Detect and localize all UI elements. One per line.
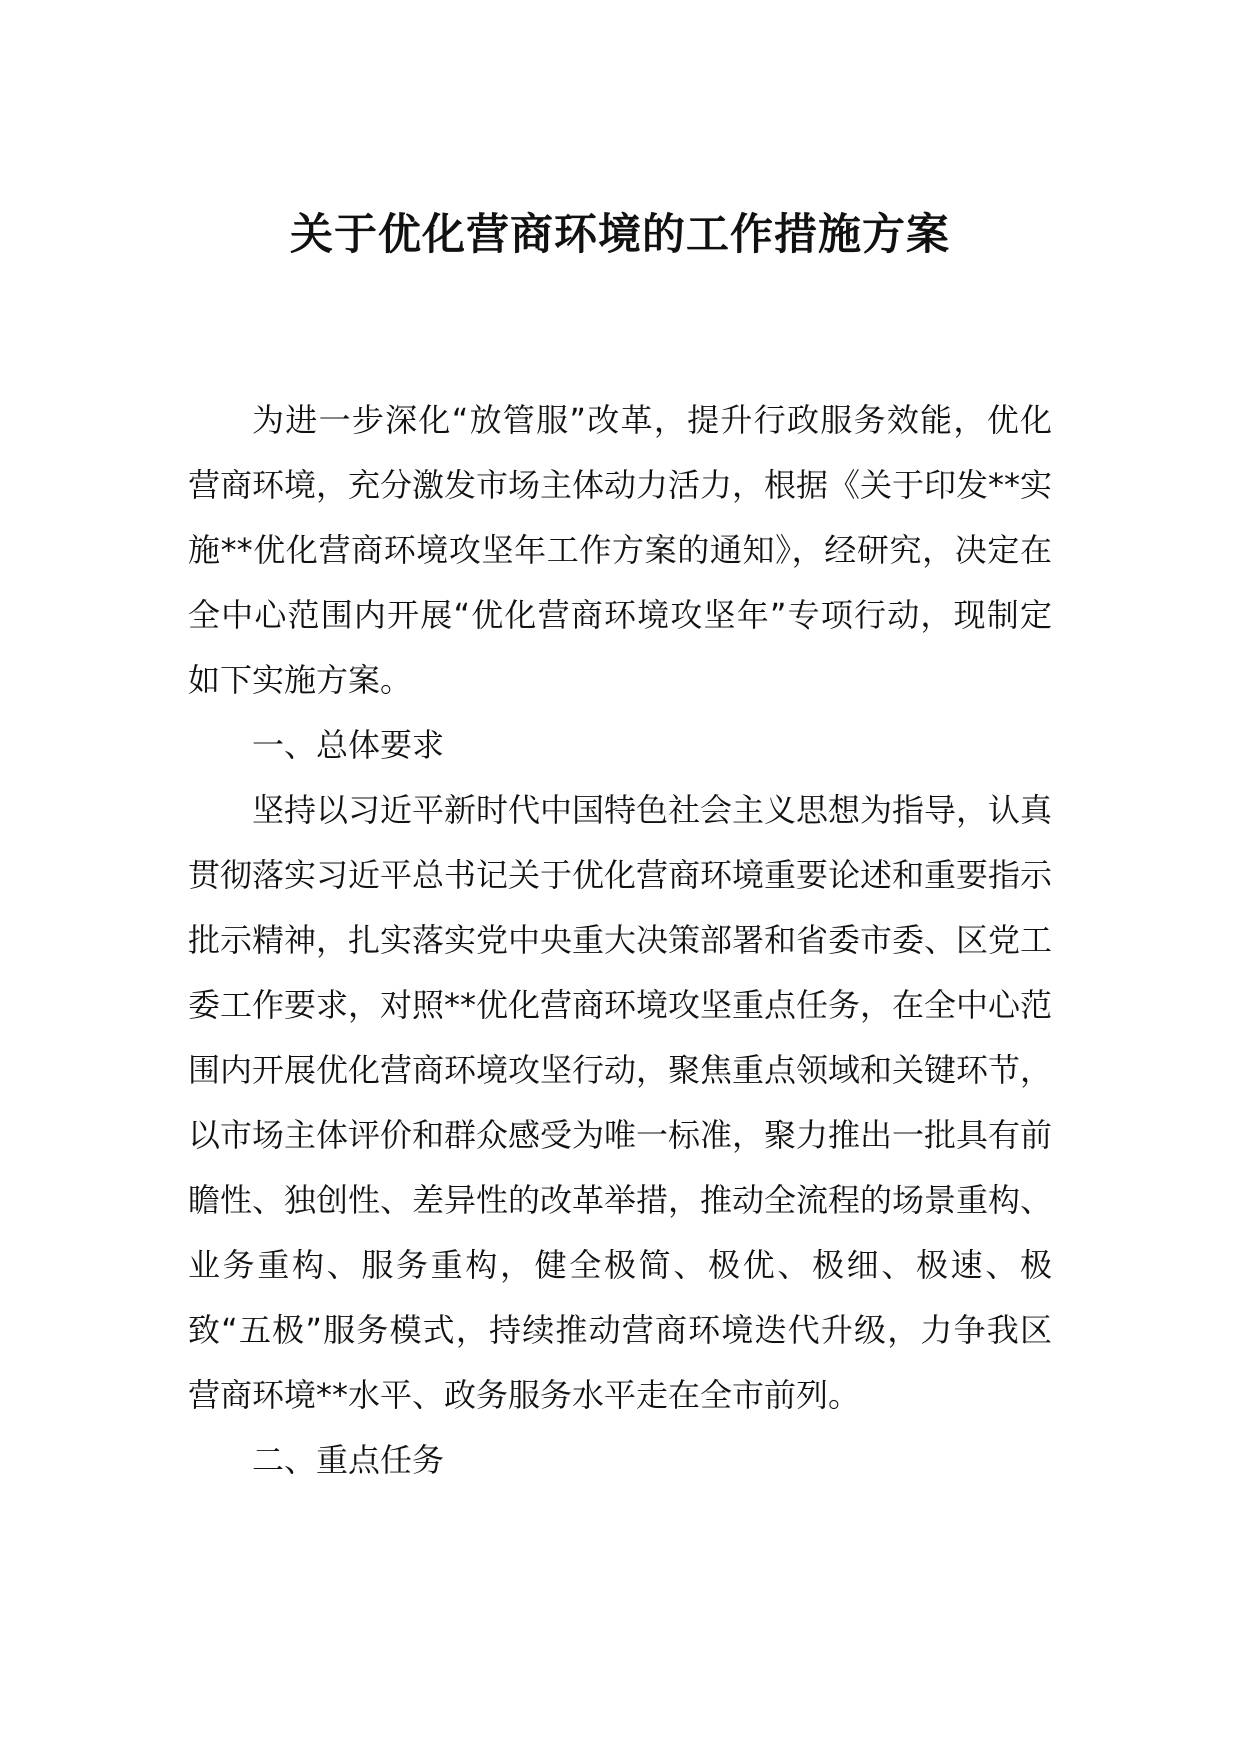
intro-paragraph: 为进一步深化“放管服”改革，提升行政服务效能，优化营商环境，充分激发市场主体动力活力，根据《关于印发**实施**优化营商环境攻坚年工作方案的通知》，经研究，决定在全中心范围内开展“优化营商环境攻坚年”专项行动，现制定如下实施方案。 [188, 401, 1053, 699]
general-requirements-paragraph: 坚持以习近平新时代中国特色社会主义思想为指导，认真贯彻落实习近平总书记关于优化营商环境重要论述和重要指示批示精神，扎实落实党中央重大决策部署和省委市委、区党工委工作要求，对照**优化营商环境攻坚重点任务，在全中心范围内开展优化营商环境攻坚行动，聚焦重点领域和关键环节，以市场主体评价和群众感受为唯一标准，聚力推出一批具有前瞻性、独创性、差异性的改革举措，推动全流程的场景重构、业务重构、服务重构，健全极简、极优、极细、极速、极致“五极”服务模式，持续推动营商环境迭代升级，力争我区营商环境**水平、政务服务水平走在全市前列。 [188, 791, 1053, 1414]
section-heading-general-requirements: 一、总体要求 [252, 726, 445, 764]
section-heading-key-tasks: 二、重点任务 [252, 1441, 445, 1479]
document-body [188, 388, 1052, 1493]
document-title: 关于优化营商环境的工作措施方案 [290, 210, 950, 260]
